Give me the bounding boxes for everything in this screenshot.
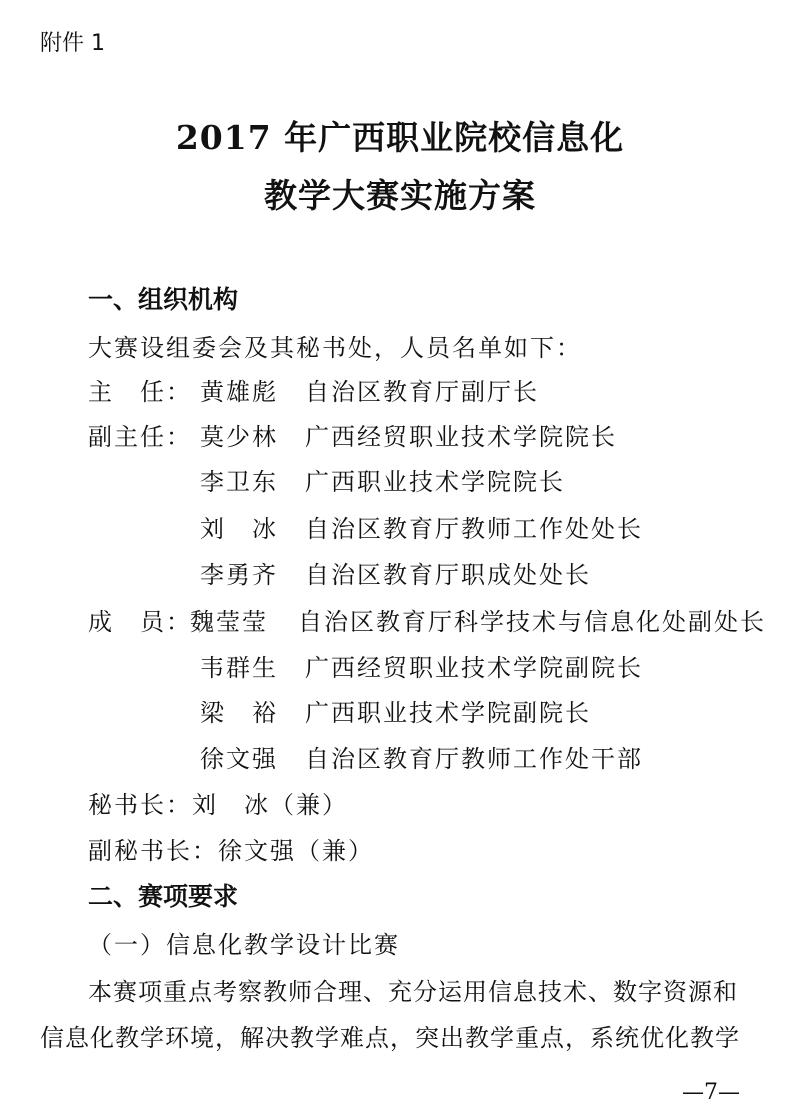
member-name: 魏莹莹 [190, 608, 268, 636]
director-name: 黄雄彪 [200, 378, 278, 406]
deputy-position: 自治区教育厅职成处处长 [305, 561, 591, 589]
page-number: —7— [682, 1080, 740, 1105]
deputy-name: 李勇齐 [200, 561, 278, 589]
section-2-paragraph-line-1: 本赛项重点考察教师合理、充分运用信息技术、数字资源和 [88, 978, 738, 1006]
member-name: 徐文强 [200, 745, 278, 773]
section-2-subheading: （一）信息化教学设计比赛 [88, 931, 400, 959]
member-position: 广西职业技术学院副院长 [305, 699, 591, 727]
document-title-line-1: 2017 年广西职业院校信息化 [175, 118, 625, 157]
member-position: 广西经贸职业技术学院副院长 [305, 654, 643, 682]
section-2-paragraph-line-2: 信息化教学环境，解决教学难点，突出教学重点，系统优化教学 [40, 1024, 740, 1052]
deputy-position: 广西职业技术学院院长 [305, 468, 565, 496]
director-role: 主 任： [88, 378, 192, 406]
deputy-secretary-general: 副秘书长：徐文强（兼） [88, 837, 374, 865]
secretary-general: 秘书长：刘 冰（兼） [88, 791, 348, 819]
deputy-role: 副主任： [88, 423, 192, 451]
section-1-heading: 一、组织机构 [88, 285, 239, 314]
member-position: 自治区教育厅教师工作处干部 [305, 745, 643, 773]
deputy-name: 李卫东 [200, 468, 278, 496]
attachment-label: 附件 1 [40, 31, 105, 56]
deputy-position: 自治区教育厅教师工作处处长 [305, 515, 643, 543]
member-name: 梁 裕 [200, 699, 278, 727]
member-name: 韦群生 [200, 654, 278, 682]
member-position: 自治区教育厅科学技术与信息化处副处长 [298, 608, 766, 636]
deputy-name: 莫少林 [200, 423, 278, 451]
document-title-line-2: 教学大赛实施方案 [264, 176, 536, 215]
director-position: 自治区教育厅副厅长 [305, 378, 539, 406]
member-role: 成 员： [88, 608, 192, 636]
section-1-intro: 大赛设组委会及其秘书处，人员名单如下： [88, 334, 582, 362]
section-2-heading: 二、赛项要求 [88, 882, 239, 911]
deputy-name: 刘 冰 [200, 515, 278, 543]
deputy-position: 广西经贸职业技术学院院长 [305, 423, 617, 451]
